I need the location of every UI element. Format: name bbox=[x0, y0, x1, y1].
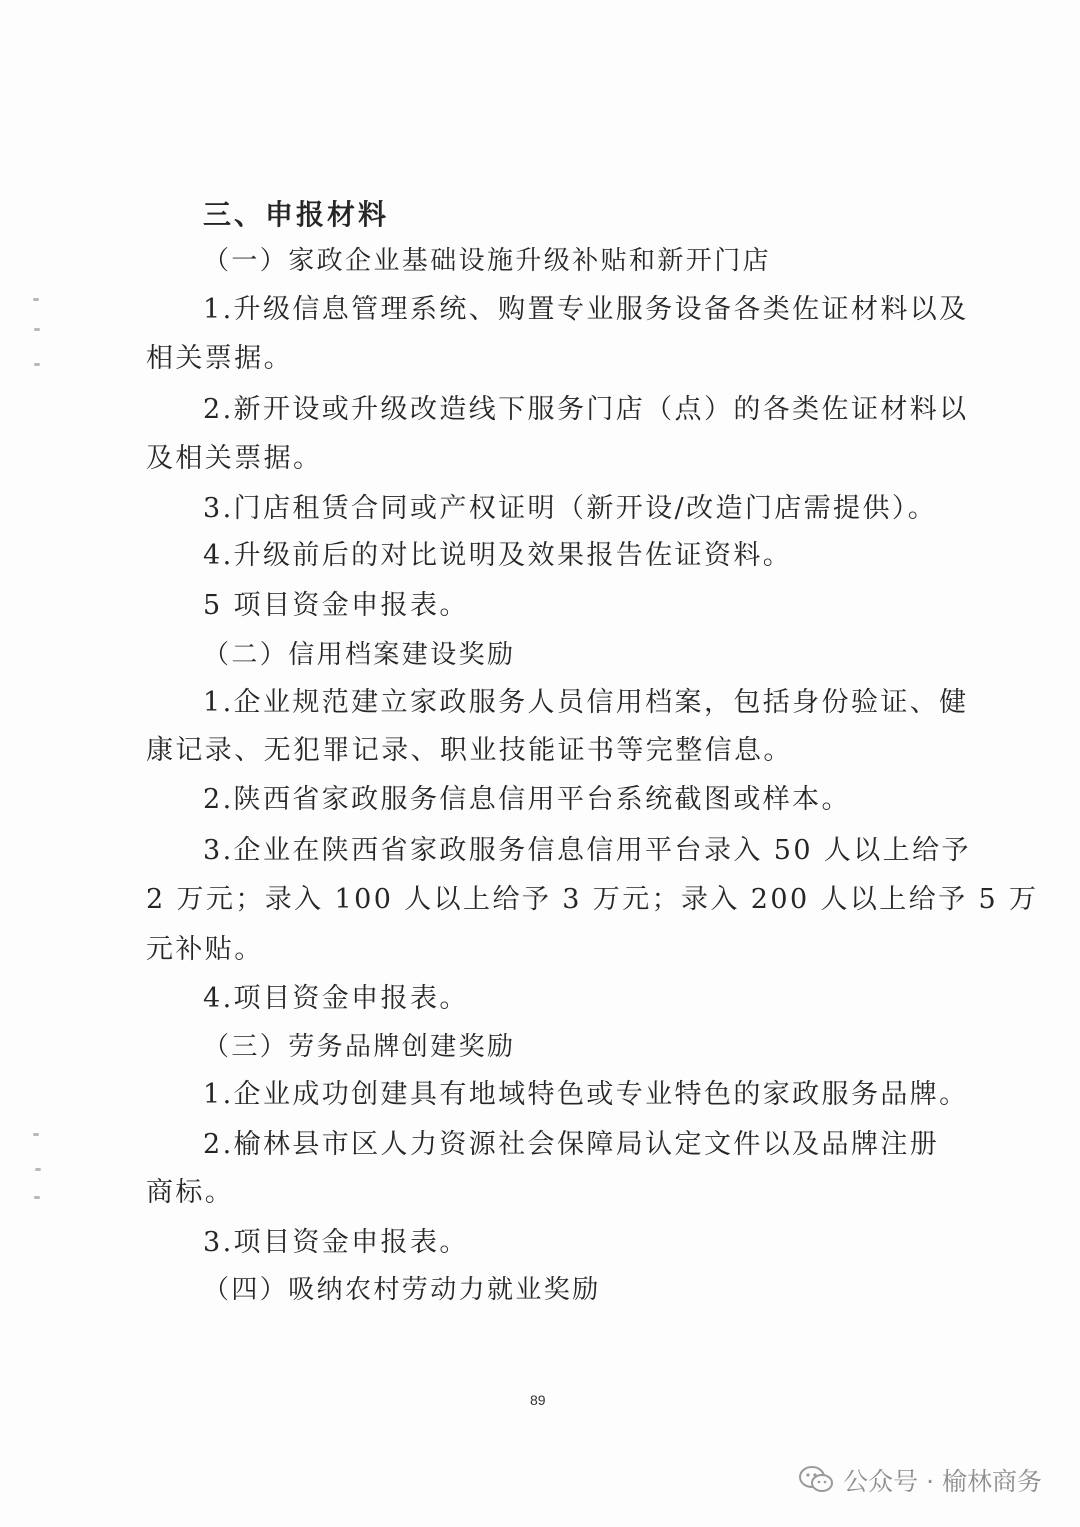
paragraph-line: 商标。 bbox=[146, 1177, 235, 1208]
paragraph-line: 3.项目资金申报表。 bbox=[203, 1227, 469, 1258]
wechat-icon bbox=[799, 1465, 833, 1495]
paragraph-line: 2.新开设或升级改造线下服务门店（点）的各类佐证材料以 bbox=[203, 394, 969, 425]
scan-artifact bbox=[34, 363, 40, 366]
paragraph-line: 1.企业成功创建具有地域特色或专业特色的家政服务品牌。 bbox=[203, 1079, 969, 1110]
paragraph-line: 5 项目资金申报表。 bbox=[203, 590, 469, 621]
subsection-heading-3: （三）劳务品牌创建奖励 bbox=[203, 1032, 516, 1062]
paragraph-line: 3.门店租赁合同或产权证明（新开设/改造门店需提供）。 bbox=[203, 493, 938, 524]
paragraph-line: 4.项目资金申报表。 bbox=[203, 983, 469, 1014]
paragraph-line: 3.企业在陕西省家政服务信息信用平台录入 50 人以上给予 bbox=[203, 835, 971, 866]
scan-artifact bbox=[35, 1168, 41, 1171]
page-number: 89 bbox=[530, 1392, 546, 1408]
scan-artifact bbox=[33, 298, 39, 301]
subsection-heading-2: （二）信用档案建设奖励 bbox=[203, 640, 516, 670]
subsection-heading-1: （一）家政企业基础设施升级补贴和新开门店 bbox=[203, 246, 772, 276]
scan-artifact bbox=[34, 1196, 40, 1199]
paragraph-line: 1.升级信息管理系统、购置专业服务设备各类佐证材料以及 bbox=[203, 294, 969, 325]
section-heading: 三、申报材料 bbox=[203, 198, 390, 231]
paragraph-line: 康记录、无犯罪记录、职业技能证书等完整信息。 bbox=[146, 735, 793, 766]
watermark-text: 公众号 · 榆林商务 bbox=[843, 1467, 1042, 1496]
paragraph-line: 1.企业规范建立家政服务人员信用档案，包括身份验证、健 bbox=[203, 687, 969, 718]
paragraph-line: 4.升级前后的对比说明及效果报告佐证资料。 bbox=[203, 540, 793, 571]
watermark bbox=[799, 1462, 1042, 1498]
paragraph-line: 及相关票据。 bbox=[146, 443, 323, 474]
paragraph-line: 2.榆林县市区人力资源社会保障局认定文件以及品牌注册 bbox=[203, 1129, 940, 1160]
paragraph-line: 元补贴。 bbox=[146, 934, 264, 965]
scan-artifact bbox=[33, 1133, 39, 1136]
scan-artifact bbox=[34, 328, 40, 331]
paragraph-line: 2.陕西省家政服务信息信用平台系统截图或样本。 bbox=[203, 784, 851, 815]
subsection-heading-4: （四）吸纳农村劳动力就业奖励 bbox=[203, 1275, 601, 1305]
paragraph-line: 2 万元；录入 100 人以上给予 3 万元；录入 200 人以上给予 5 万 bbox=[146, 884, 1039, 915]
paragraph-line: 相关票据。 bbox=[146, 343, 293, 374]
